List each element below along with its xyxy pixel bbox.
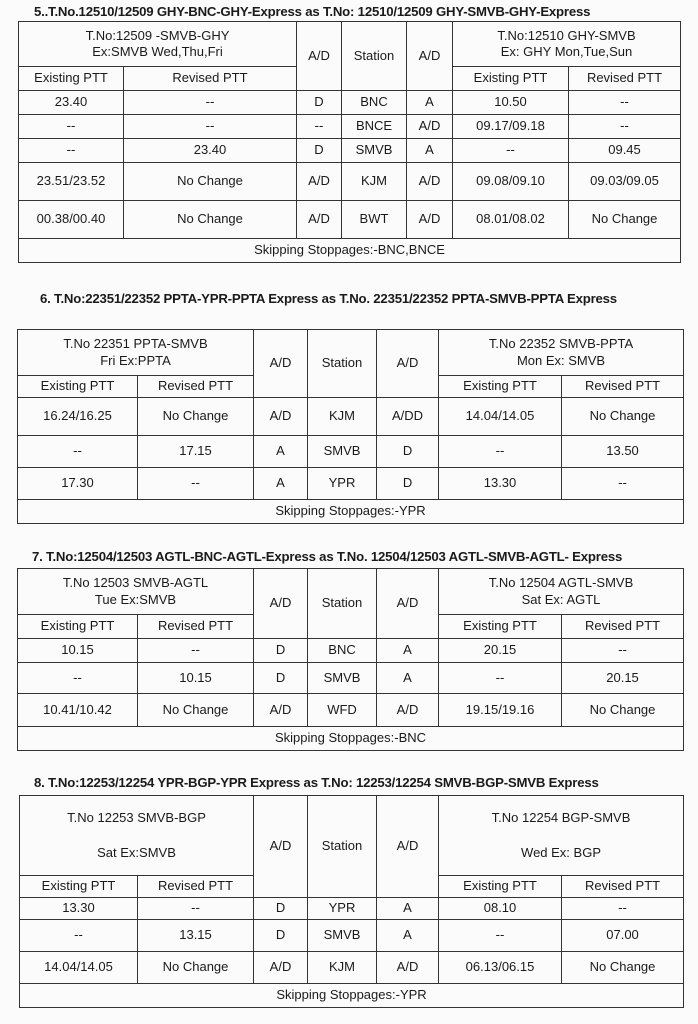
right-existing: 14.04/14.05 (439, 398, 562, 436)
right-revised: 20.15 (562, 663, 684, 694)
revised-ptt-header: Revised PTT (138, 876, 254, 898)
left-ad: D (254, 898, 308, 920)
left-existing: 13.30 (20, 898, 138, 920)
right-existing: 19.15/19.16 (439, 694, 562, 727)
table-row (18, 639, 684, 663)
right-existing: -- (453, 139, 569, 163)
table-row (19, 163, 681, 201)
right-existing: 08.10 (439, 898, 562, 920)
right-ad: A (377, 898, 439, 920)
skipping-stoppages: Skipping Stoppages:-BNC,BNCE (19, 239, 681, 263)
right-existing: -- (439, 436, 562, 468)
left-revised: 23.40 (124, 139, 297, 163)
right-ad: A (377, 639, 439, 663)
ad-header: A/D (254, 330, 308, 398)
right-revised: No Change (569, 201, 681, 239)
station: WFD (308, 694, 377, 727)
left-train-header: T.No:12509 -SMVB-GHY Ex:SMVB Wed,Thu,Fri (19, 22, 297, 67)
right-train-header: T.No 12504 AGTL-SMVB Sat Ex: AGTL (439, 569, 684, 615)
right-existing: 08.01/08.02 (453, 201, 569, 239)
left-revised: -- (138, 639, 254, 663)
left-existing: 17.30 (18, 468, 138, 500)
table-row (20, 920, 684, 952)
left-revised: -- (138, 468, 254, 500)
table-row (18, 436, 684, 468)
right-existing: 13.30 (439, 468, 562, 500)
section-heading: 7. T.No:12504/12503 AGTL-BNC-AGTL-Express as T.No. 12504/12503 AGTL-SMVB-AGTL- Express (32, 549, 623, 564)
right-ad: A/D (407, 201, 453, 239)
left-ad: A/D (297, 201, 342, 239)
skipping-stoppages: Skipping Stoppages:-BNC (18, 727, 684, 751)
station: BWT (342, 201, 407, 239)
station-header: Station (308, 796, 377, 898)
ad-header: A/D (377, 330, 439, 398)
right-ad: A/D (407, 115, 453, 139)
left-ad: D (254, 639, 308, 663)
existing-ptt-header: Existing PTT (439, 376, 562, 398)
revised-ptt-header: Revised PTT (562, 376, 684, 398)
station: YPR (308, 468, 377, 500)
ad-header: A/D (407, 22, 453, 91)
right-revised: -- (562, 468, 684, 500)
ad-header: A/D (377, 796, 439, 898)
left-ad: D (297, 139, 342, 163)
left-revised: No Change (124, 201, 297, 239)
right-ad: A (407, 139, 453, 163)
table-row (19, 91, 681, 115)
timetable-table (19, 795, 684, 1008)
ad-header: A/D (297, 22, 342, 91)
right-ad: A (407, 91, 453, 115)
left-revised: -- (124, 115, 297, 139)
left-train-header: T.No 12503 SMVB-AGTL Tue Ex:SMVB (18, 569, 254, 615)
right-ad: D (377, 436, 439, 468)
table-row (20, 952, 684, 984)
revised-ptt-header: Revised PTT (138, 376, 254, 398)
right-ad: D (377, 468, 439, 500)
right-revised: -- (569, 115, 681, 139)
table-row (20, 898, 684, 920)
left-existing: 10.15 (18, 639, 138, 663)
left-ad: -- (297, 115, 342, 139)
ad-header: A/D (377, 569, 439, 639)
right-ad: A/D (377, 694, 439, 727)
left-revised: No Change (138, 398, 254, 436)
station: SMVB (308, 436, 377, 468)
revised-ptt-header: Revised PTT (562, 876, 684, 898)
skipping-stoppages: Skipping Stoppages:-YPR (20, 984, 684, 1008)
station: SMVB (308, 663, 377, 694)
left-revised: 17.15 (138, 436, 254, 468)
ad-header: A/D (254, 796, 308, 898)
right-ad: A (377, 663, 439, 694)
right-ad: A (377, 920, 439, 952)
existing-ptt-header: Existing PTT (18, 615, 138, 639)
right-revised: No Change (562, 952, 684, 984)
right-revised: -- (569, 91, 681, 115)
left-existing: 16.24/16.25 (18, 398, 138, 436)
right-existing: 20.15 (439, 639, 562, 663)
right-ad: A/D (407, 163, 453, 201)
section-heading: 8. T.No:12253/12254 YPR-BGP-YPR Express as T.No: 12253/12254 SMVB-BGP-SMVB Express (34, 775, 599, 790)
station: BNC (308, 639, 377, 663)
right-ad: A/D (377, 952, 439, 984)
left-existing: -- (19, 139, 124, 163)
station-header: Station (308, 330, 377, 398)
left-ad: A (254, 436, 308, 468)
station-header: Station (342, 22, 407, 91)
left-existing: 23.51/23.52 (19, 163, 124, 201)
right-revised: No Change (562, 398, 684, 436)
left-revised: No Change (138, 952, 254, 984)
right-revised: 13.50 (562, 436, 684, 468)
table-row (18, 694, 684, 727)
timetable-table (17, 329, 684, 524)
station: KJM (308, 952, 377, 984)
left-existing: -- (18, 663, 138, 694)
left-train-header: T.No 22351 PPTA-SMVB Fri Ex:PPTA (18, 330, 254, 376)
station: SMVB (308, 920, 377, 952)
right-train-header: T.No:12510 GHY-SMVB Ex: GHY Mon,Tue,Sun (453, 22, 681, 67)
timetable-table (18, 21, 681, 263)
existing-ptt-header: Existing PTT (439, 615, 562, 639)
revised-ptt-header: Revised PTT (569, 67, 681, 91)
left-ad: D (254, 663, 308, 694)
right-existing: 09.08/09.10 (453, 163, 569, 201)
timetable-table (17, 568, 684, 751)
existing-ptt-header: Existing PTT (18, 376, 138, 398)
left-ad: A/D (254, 952, 308, 984)
left-train-header: T.No 12253 SMVB-BGP Sat Ex:SMVB (20, 796, 254, 876)
right-revised: -- (562, 639, 684, 663)
left-ad: A/D (254, 398, 308, 436)
revised-ptt-header: Revised PTT (138, 615, 254, 639)
skipping-stoppages: Skipping Stoppages:-YPR (18, 500, 684, 524)
left-existing: -- (18, 436, 138, 468)
right-revised: 09.03/09.05 (569, 163, 681, 201)
left-revised: 13.15 (138, 920, 254, 952)
station-header: Station (308, 569, 377, 639)
right-train-header: T.No 12254 BGP-SMVB Wed Ex: BGP (439, 796, 684, 876)
station: BNC (342, 91, 407, 115)
left-ad: A/D (297, 163, 342, 201)
table-row (19, 139, 681, 163)
left-existing: 23.40 (19, 91, 124, 115)
left-ad: A (254, 468, 308, 500)
table-row (18, 663, 684, 694)
right-ad: A/DD (377, 398, 439, 436)
ad-header: A/D (254, 569, 308, 639)
revised-ptt-header: Revised PTT (124, 67, 297, 91)
revised-ptt-header: Revised PTT (562, 615, 684, 639)
table-row (18, 468, 684, 500)
left-existing: -- (19, 115, 124, 139)
left-ad: D (254, 920, 308, 952)
table-row (18, 398, 684, 436)
right-train-header: T.No 22352 SMVB-PPTA Mon Ex: SMVB (439, 330, 684, 376)
section-heading: 6. T.No:22351/22352 PPTA-YPR-PPTA Express as T.No. 22351/22352 PPTA-SMVB-PPTA Express (40, 291, 617, 306)
station: YPR (308, 898, 377, 920)
left-existing: 00.38/00.40 (19, 201, 124, 239)
right-revised: No Change (562, 694, 684, 727)
right-revised: -- (562, 898, 684, 920)
right-existing: 10.50 (453, 91, 569, 115)
existing-ptt-header: Existing PTT (19, 67, 124, 91)
left-revised: 10.15 (138, 663, 254, 694)
left-existing: 10.41/10.42 (18, 694, 138, 727)
left-revised: -- (124, 91, 297, 115)
existing-ptt-header: Existing PTT (20, 876, 138, 898)
station: SMVB (342, 139, 407, 163)
table-row (19, 201, 681, 239)
right-revised: 09.45 (569, 139, 681, 163)
left-existing: -- (20, 920, 138, 952)
left-revised: No Change (138, 694, 254, 727)
right-revised: 07.00 (562, 920, 684, 952)
table-row (19, 115, 681, 139)
left-revised: -- (138, 898, 254, 920)
right-existing: -- (439, 920, 562, 952)
station: KJM (342, 163, 407, 201)
right-existing: -- (439, 663, 562, 694)
right-existing: 09.17/09.18 (453, 115, 569, 139)
right-existing: 06.13/06.15 (439, 952, 562, 984)
existing-ptt-header: Existing PTT (453, 67, 569, 91)
existing-ptt-header: Existing PTT (439, 876, 562, 898)
section-heading: 5..T.No.12510/12509 GHY-BNC-GHY-Express as T.No: 12510/12509 GHY-SMVB-GHY-Express (34, 4, 591, 19)
left-ad: A/D (254, 694, 308, 727)
station: BNCE (342, 115, 407, 139)
left-revised: No Change (124, 163, 297, 201)
station: KJM (308, 398, 377, 436)
left-ad: D (297, 91, 342, 115)
left-existing: 14.04/14.05 (20, 952, 138, 984)
